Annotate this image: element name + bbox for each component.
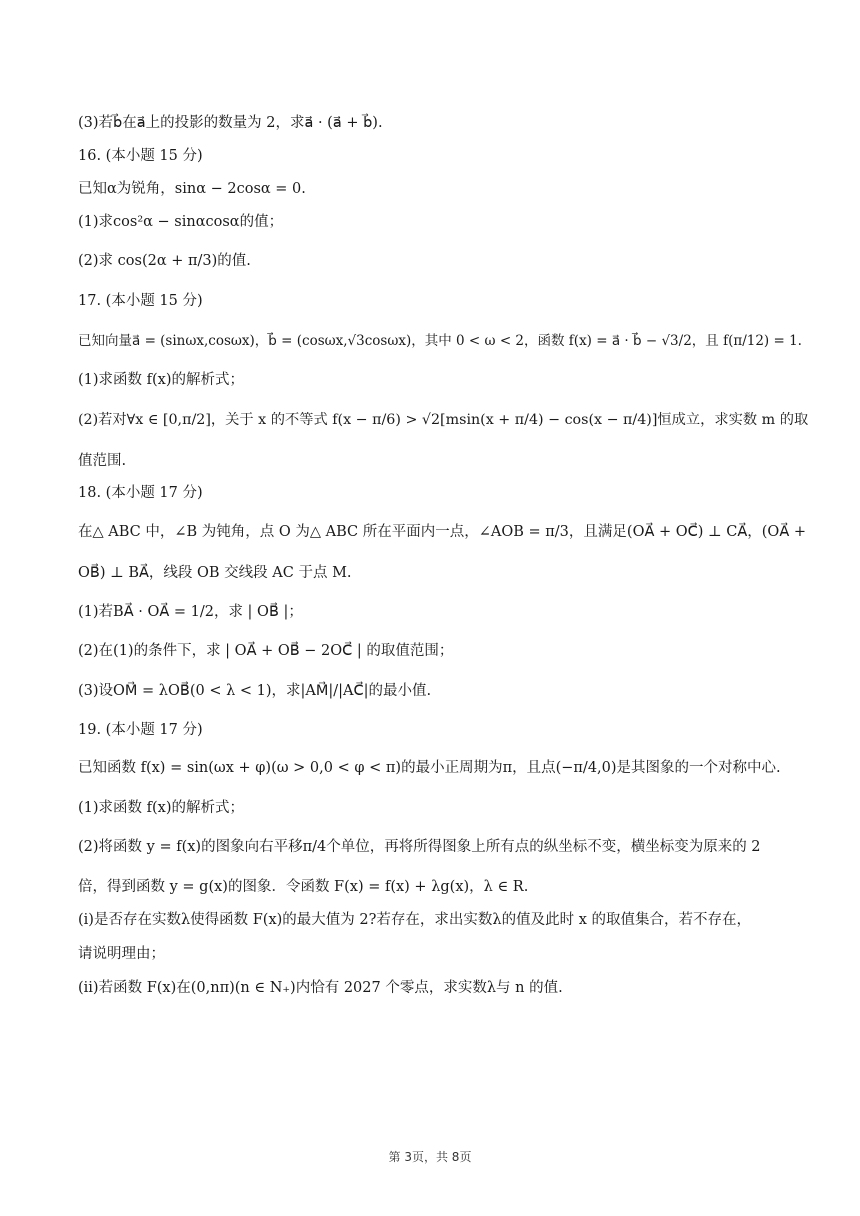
- question-19-sub-i: (ⅰ)是否存在实数λ使得函数 F(x)的最大值为 2?若存在，求出实数λ的值及此时 x 的取值集合，若不存在，: [78, 912, 751, 928]
- question-19-part-2-cont: 倍，得到函数 y = g(x)的图象．令函数 F(x) = f(x) + λg(x)，λ ∈ R.: [78, 879, 529, 895]
- page-number-footer: 第 3页，共 8页: [388, 1150, 472, 1164]
- question-18-part-2: (2)在(1)的条件下，求 | OA⃗ + OB⃗ − 2OC⃗ | 的取值范围；: [78, 643, 454, 659]
- question-19-stem: 已知函数 f(x) = sin(ωx + φ)(ω > 0,0 < φ < π)的最小正周期为π，且点(−π/4,0)是其图象的一个对称中心.: [78, 760, 781, 776]
- question-15-part-3: (3)若b⃗在a⃗上的投影的数量为 2，求a⃗ · (a⃗ + b⃗).: [78, 115, 383, 131]
- question-19-part-1: (1)求函数 f(x)的解析式；: [78, 800, 245, 816]
- question-19-sub-ii: (ⅱ)若函数 F(x)在(0,nπ)(n ∈ N₊)内恰有 2027 个零点，求实数λ与 n 的值.: [78, 980, 563, 996]
- question-18-header: 18. (本小题 17 分): [78, 485, 203, 501]
- question-18-part-1: (1)若BA⃗ · OA⃗ = 1/2，求 | OB⃗ |；: [78, 604, 303, 620]
- question-16-part-2: (2)求 cos(2α + π/3)的值.: [78, 253, 251, 269]
- question-19-part-2: (2)将函数 y = f(x)的图象向右平移π/4个单位，再将所得图象上所有点的纵坐标不变，横坐标变为原来的 2: [78, 839, 761, 855]
- question-17-part-2-cont: 值范围.: [78, 453, 127, 469]
- question-19-sub-i-cont: 请说明理由；: [78, 946, 165, 962]
- question-16-stem: 已知α为锐角，sinα − 2cosα = 0.: [78, 181, 306, 197]
- question-17-header: 17. (本小题 15 分): [78, 293, 203, 309]
- question-18-stem: 在△ ABC 中，∠B 为钝角，点 O 为△ ABC 所在平面内一点，∠AOB = π/3，且满足(OA⃗ + OC⃗) ⊥ CA⃗，(OA⃗ +: [78, 524, 806, 540]
- question-16-header: 16. (本小题 15 分): [78, 148, 203, 164]
- question-19-header: 19. (本小题 17 分): [78, 722, 203, 738]
- question-17-stem: 已知向量a⃗ = (sinωx,cosωx)，b⃗ = (cosωx,√3cosωx)，其中 0 < ω < 2，函数 f(x) = a⃗ · b⃗ − √3/2，且 f(π/12) = 1.: [78, 333, 802, 349]
- question-16-part-1: (1)求cos²α − sinαcosα的值；: [78, 214, 284, 230]
- question-17-part-2: (2)若对∀x ∈ [0,π/2]，关于 x 的不等式 f(x − π/6) > √2[msin(x + π/4) − cos(x − π/4)]恒成立，求实数 m 的取: [78, 412, 809, 428]
- question-17-part-1: (1)求函数 f(x)的解析式；: [78, 372, 245, 388]
- question-18-stem-cont: OB⃗) ⊥ BA⃗，线段 OB 交线段 AC 于点 M.: [78, 565, 352, 581]
- question-18-part-3: (3)设OM⃗ = λOB⃗(0 < λ < 1)，求|AM⃗|/|AC⃗|的最小值.: [78, 683, 432, 699]
